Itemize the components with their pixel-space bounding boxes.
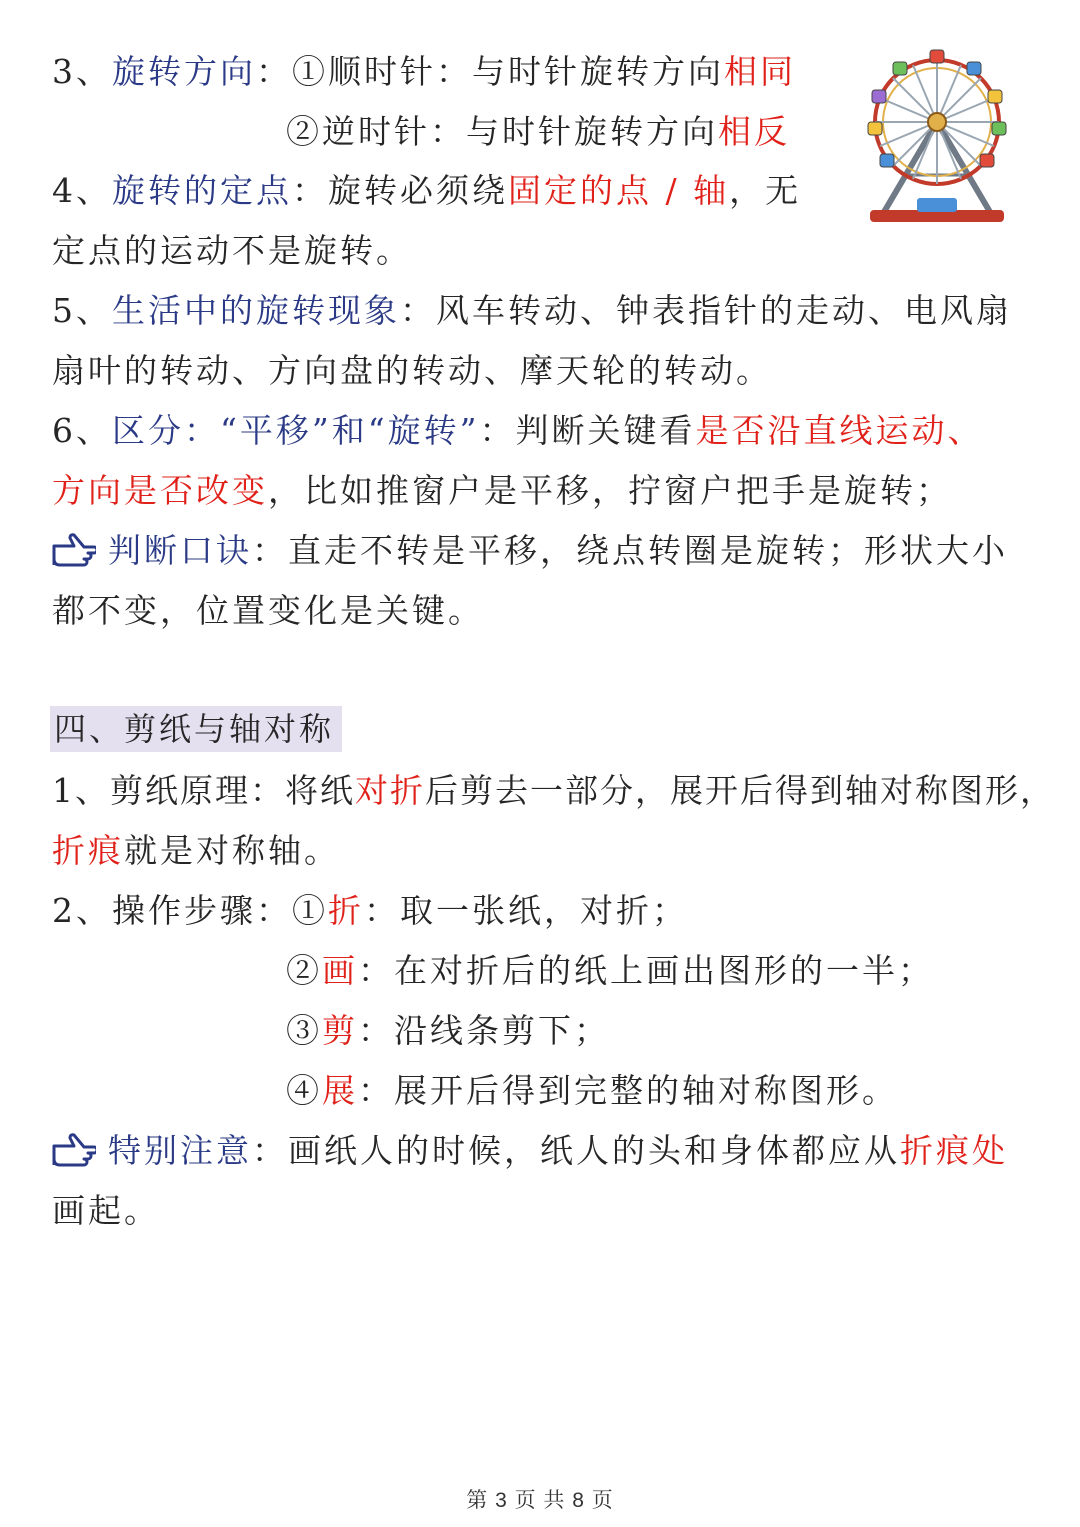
item-number: 6、 <box>52 411 112 450</box>
item-title: 区分：“平移”和“旋转” <box>112 411 480 450</box>
tip-title: 特别注意 <box>108 1131 252 1170</box>
pointing-hand-icon <box>52 1132 96 1168</box>
steps-line-1 <box>52 891 688 931</box>
highlight-crease-location: 折痕处 <box>900 1131 1008 1170</box>
principle-text: 1、剪纸原理：将纸 <box>52 771 355 810</box>
tip-attention-line-2 <box>52 1191 160 1231</box>
steps-line-2 <box>286 951 934 991</box>
step-text: ：取一张纸，对折； <box>364 891 688 930</box>
paper-cutting-principle-line-1 <box>52 771 1055 811</box>
item-title: 旋转的定点 <box>112 171 292 210</box>
tip-text: 都不变，位置变化是关键。 <box>52 591 484 630</box>
paper-cutting-principle-line-2 <box>52 831 340 871</box>
colon: ： <box>252 531 288 570</box>
colon: ： <box>400 291 436 330</box>
steps-line-4 <box>286 1071 898 1111</box>
step-text: ：展开后得到完整的轴对称图形。 <box>358 1071 898 1110</box>
item-text: 旋转必须绕 <box>328 171 508 210</box>
item-3-line-1 <box>52 52 796 92</box>
item-6-line-1 <box>52 411 983 451</box>
item-4-line-2 <box>52 231 412 271</box>
step-key: 剪 <box>322 1011 358 1050</box>
tip-attention-line-1 <box>52 1131 1008 1171</box>
principle-text: 后剪去一部分，展开后得到轴对称图形， <box>425 771 1055 810</box>
highlight-same: 相同 <box>724 52 796 91</box>
step-key: 展 <box>322 1071 358 1110</box>
steps-label: 2、操作步骤： <box>52 891 292 930</box>
highlight-crease: 折痕 <box>52 831 124 870</box>
tip-text: 直走不转是平移，绕点转圈是旋转；形状大小 <box>288 531 1008 570</box>
colon: ： <box>252 1131 288 1170</box>
principle-text: 就是对称轴。 <box>124 831 340 870</box>
item-3-line-2 <box>286 112 790 152</box>
step-number: ③ <box>286 1011 322 1050</box>
step-key: 折 <box>328 891 364 930</box>
item-text: 扇叶的转动、方向盘的转动、摩天轮的转动。 <box>52 351 772 390</box>
item-5-line-2 <box>52 351 772 391</box>
tip-text: 画起。 <box>52 1191 160 1230</box>
item-5-line-1 <box>52 291 1012 331</box>
step-number: ④ <box>286 1071 322 1110</box>
step-key: 画 <box>322 951 358 990</box>
highlight-straight-line: 是否沿直线运动、 <box>695 411 984 450</box>
colon: ： <box>479 411 516 450</box>
highlight-opposite: 相反 <box>718 112 790 151</box>
item-title: 生活中的旋转现象 <box>112 291 400 330</box>
colon: ： <box>256 52 292 91</box>
item-number: 3、 <box>52 52 112 91</box>
tip-text: 画纸人的时候，纸人的头和身体都应从 <box>288 1131 900 1170</box>
item-text: 风车转动、钟表指针的走动、电风扇 <box>436 291 1012 330</box>
highlight-direction: 方向是否改变 <box>52 471 268 510</box>
steps-line-3 <box>286 1011 610 1051</box>
tip-mnemonic-line-2 <box>52 591 484 631</box>
step-number: ① <box>292 891 328 930</box>
section-heading: 四、剪纸与轴对称 <box>50 706 342 752</box>
tip-title: 判断口诀 <box>108 531 252 570</box>
page-footer: 第 3 页 共 8 页 <box>466 1489 614 1512</box>
item-title: 旋转方向 <box>112 52 256 91</box>
item-text: ，比如推窗户是平移，拧窗户把手是旋转； <box>268 471 952 510</box>
item-4-line-1 <box>52 171 801 211</box>
colon: ： <box>292 171 328 210</box>
ferris-wheel-icon <box>862 40 1012 225</box>
item-text: 判断关键看 <box>515 411 696 450</box>
highlight-fixed-point: 固定的点 / 轴 <box>508 171 730 210</box>
clockwise-text: ①顺时针：与时针旋转方向 <box>292 52 724 91</box>
pointing-hand-icon <box>52 532 96 568</box>
highlight-fold: 对折 <box>355 771 425 810</box>
item-text: 定点的运动不是旋转。 <box>52 231 412 270</box>
step-text: ：沿线条剪下； <box>358 1011 610 1050</box>
tip-mnemonic-line-1 <box>52 531 1008 571</box>
item-number: 4、 <box>52 171 112 210</box>
item-6-line-2 <box>52 471 952 511</box>
step-text: ：在对折后的纸上画出图形的一半； <box>358 951 934 990</box>
item-text: ，无 <box>729 171 802 210</box>
item-number: 5、 <box>52 291 112 330</box>
counterclockwise-text: ②逆时针：与时针旋转方向 <box>286 112 718 151</box>
step-number: ② <box>286 951 322 990</box>
